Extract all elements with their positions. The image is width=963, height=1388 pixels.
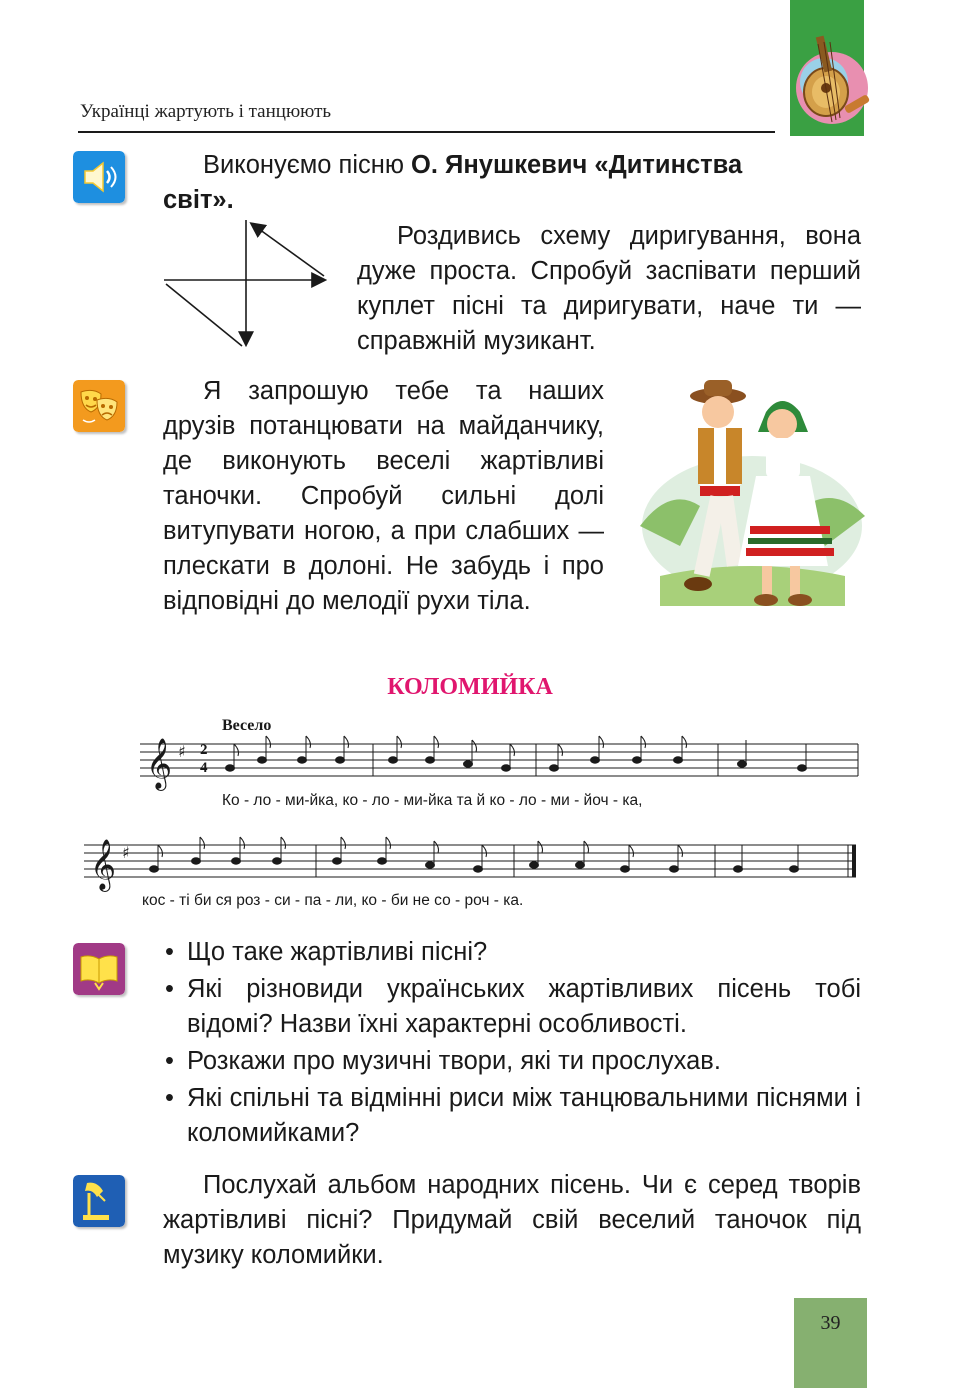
svg-text:♯: ♯ xyxy=(122,843,130,862)
chapter-title: Українці жартують і танцюють xyxy=(80,101,332,122)
questions-list xyxy=(163,935,861,1153)
song-title: КОЛОМИЙКА xyxy=(387,674,553,700)
lyrics-line-1: Ко - ло - ми-йка, ко - ло - ми-йка та й ко - ло - ми - йоч - ка, xyxy=(222,792,643,809)
speaker-icon xyxy=(73,151,125,203)
dancing-couple-illustration xyxy=(640,376,865,626)
conducting-text: Роздивись схему диригування, вона дуже проста. Спробуй заспівати перший куплет пісні та диригувати, наче ти — справжній музикант. xyxy=(357,222,861,355)
desk-lamp-icon xyxy=(73,1175,125,1227)
music-staff-line-2 xyxy=(84,833,864,893)
svg-text:♯: ♯ xyxy=(178,742,186,761)
page-number: 39 xyxy=(820,1312,841,1334)
svg-text:𝄞: 𝄞 xyxy=(146,738,173,789)
lyrics-line-2: кос - ті би ся роз - си - па - ли, ко - би не со - роч - ка. xyxy=(142,892,524,909)
song-intro-continued: світ». xyxy=(163,186,234,214)
question-item: • Розкажи про музичні твори, які ти прослухав. xyxy=(163,1044,861,1079)
theatre-masks-icon xyxy=(73,380,125,432)
svg-text:𝄞: 𝄞 xyxy=(90,839,117,890)
bandura-icon xyxy=(784,30,874,130)
homework-text: Послухай альбом народних пісень. Чи є серед творів жартівливі пісні? Придумай свій веселий таночок під музику коломийки. xyxy=(163,1171,861,1269)
question-item: • Які різновиди українських жартівливих пісень тобі відомі? Назви їхні характерні особливості. xyxy=(163,972,861,1042)
svg-text:4: 4 xyxy=(200,760,208,776)
svg-text:2: 2 xyxy=(200,742,208,758)
song-intro: Виконуємо пісню О. Янушкевич «Дитинства xyxy=(203,151,743,179)
conducting-scheme-diagram xyxy=(160,218,335,356)
header-rule xyxy=(78,131,775,133)
music-staff-line-1 xyxy=(140,732,865,792)
open-book-icon xyxy=(73,943,125,995)
question-item: • Що таке жартівливі пісні? xyxy=(163,935,861,970)
question-item: • Які спільні та відмінні риси між танцювальними піснями і коломийками? xyxy=(163,1081,861,1151)
tempo-marking: Весело xyxy=(222,717,272,734)
dance-invitation-text: Я запрошую тебе та наших друзів потанцювати на майданчику, де виконують веселі жартівливі таночки. Спробуй сильні долі витупувати ногою, а при слабших — плескати в долоні. Не забудь і про відповідні до мелодії рухи тіла. xyxy=(163,377,604,615)
